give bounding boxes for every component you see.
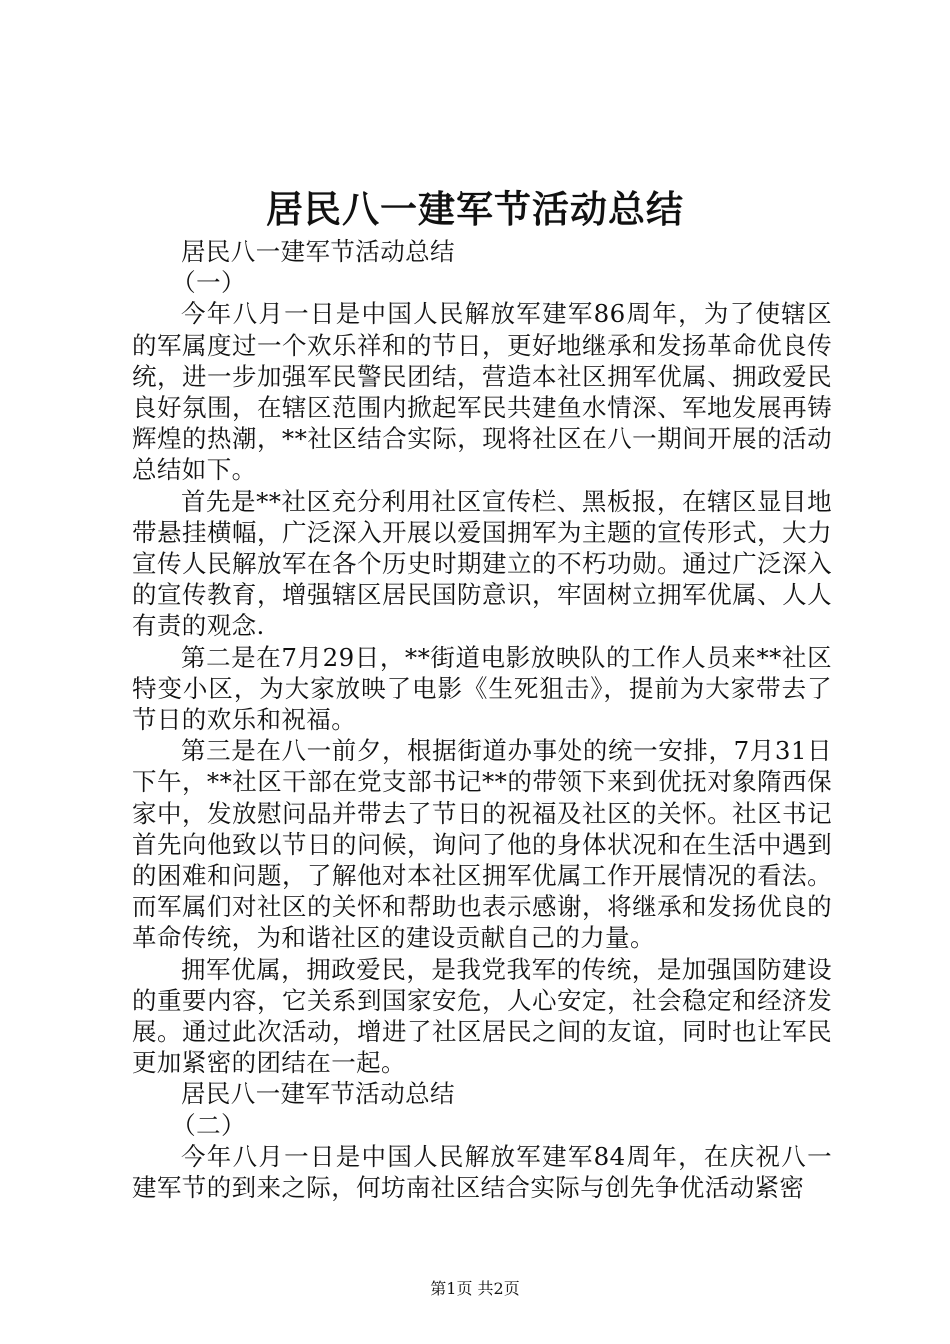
page-footer: 第1页 共2页: [430, 1279, 520, 1298]
section-heading: 居民八一建军节活动总结: [181, 237, 455, 266]
document-title: 居民八一建军节活动总结: [266, 187, 684, 231]
document-body: [132, 236, 832, 1203]
section-number: （一）: [171, 268, 246, 298]
paragraph: 今年八月一日是中国人民解放军建军84周年，在庆祝八一建军节的到来之际，何坊南社区结合实际与创先争优活动紧密: [132, 1141, 832, 1203]
paragraph: 今年八月一日是中国人民解放军建军86周年，为了使辖区的军属度过一个欢乐祥和的节日，更好地继承和发扬革命优良传统，进一步加强军民警民团结，营造本社区拥军优属、拥政爱民良好氛围，在辖区范围内掀起军民共建鱼水情深、军地发展再铸辉煌的热潮，**社区结合实际，现将社区在八一期间开展的活动总结如下。: [132, 299, 832, 485]
section-heading: 居民八一建军节活动总结: [181, 1079, 455, 1109]
paragraph: 首先是**社区充分利用社区宣传栏、黑板报，在辖区显目地带悬挂横幅，广泛深入开展以爱国拥军为主题的宣传形式，大力宣传人民解放军在各个历史时期建立的不朽功勋。通过广泛深入的宣传教育，增强辖区居民国防意识，牢固树立拥军优属、人人有责的观念.: [132, 486, 832, 641]
section-number: （二）: [171, 1110, 246, 1140]
paragraph: 拥军优属，拥政爱民，是我党我军的传统，是加强国防建设的重要内容，它关系到国家安危，人心安定，社会稳定和经济发展。通过此次活动，增进了社区居民之间的友谊，同时也让军民更加紧密的团结在一起。: [132, 954, 832, 1078]
paragraph: 第二是在7月29日，**街道电影放映队的工作人员来**社区特变小区，为大家放映了电影《生死狙击》，提前为大家带去了节日的欢乐和祝福。: [132, 642, 832, 735]
paragraph: 第三是在八一前夕，根据街道办事处的统一安排，7月31日下午，**社区干部在党支部书记**的带领下来到优抚对象隋西保家中，发放慰问品并带去了节日的祝福及社区的关怀。社区书记首先向他致以节日的问候，询问了他的身体状况和在生活中遇到的困难和问题，了解他对本社区拥军优属工作开展情况的看法。而军属们对社区的关怀和帮助也表示感谢，将继承和发扬优良的革命传统，为和谐社区的建设贡献自己的力量。: [132, 736, 832, 953]
